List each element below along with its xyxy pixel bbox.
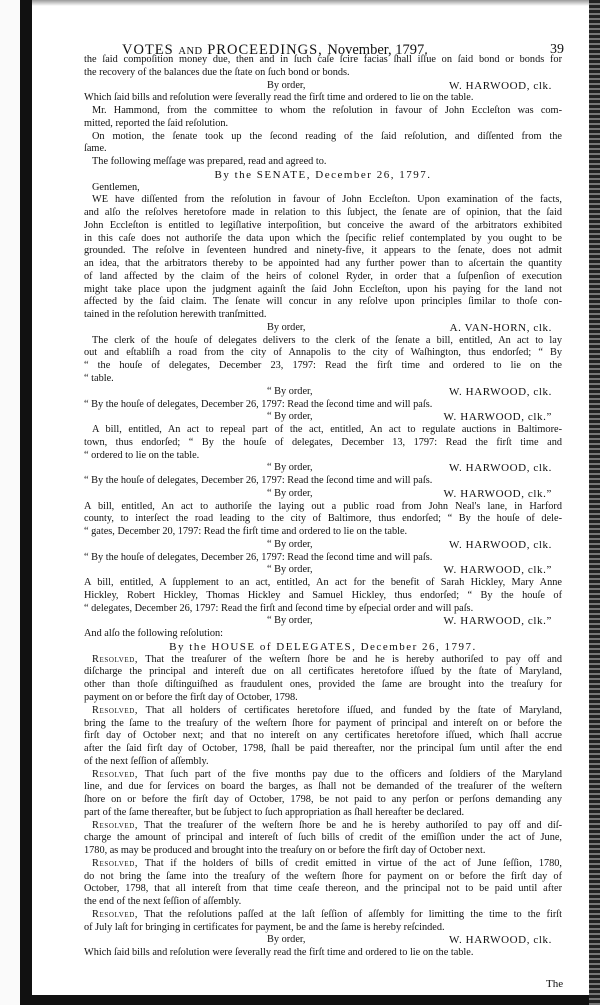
text-line	[84, 220, 562, 232]
clerk-signature: W. HARWOOD, clk.”	[443, 615, 552, 628]
text-line	[92, 194, 562, 206]
text-line	[84, 450, 562, 462]
section-heading	[84, 641, 562, 653]
text-line	[92, 909, 562, 921]
text-line	[92, 156, 562, 168]
text-line	[84, 207, 562, 219]
text-line	[84, 896, 562, 908]
text-line	[84, 296, 562, 308]
text-line	[92, 654, 562, 666]
text-line	[84, 526, 562, 538]
line-text: of land affected by the claim of the heirs of colonel Ryder, in order that a ſuſpenſion of execution	[84, 270, 562, 282]
line-text: That the treaſurer of the weſtern ſhore be and he is hereby authoriſed to pay off and diſ-	[138, 819, 562, 831]
by-order-label: “ By order,	[267, 538, 313, 550]
line-text: bring the ſame to the treaſury of the weſtern ſhore for payment of principal and intereſt on or before the	[84, 717, 562, 729]
resolved-label: Resolved,	[92, 819, 139, 831]
text-line	[84, 832, 562, 844]
text-line	[84, 718, 562, 730]
line-text: “ delegates, December 26, 1797: Read the firſt and ſecond time by eſpecial order and will paſs.	[84, 602, 474, 614]
text-line	[84, 118, 562, 130]
document-page	[32, 6, 589, 995]
line-text: the recovery of the balances due the ſtate on ſuch bond or bonds.	[84, 66, 350, 78]
text-line	[84, 501, 562, 513]
line-text: the ſaid compoſition money due, then and in ſuch caſe ſcire facias ſhall iſſue on ſaid bond or bonds for	[84, 54, 562, 65]
text-line	[84, 577, 562, 589]
line-text: “ By the houſe of delegates, December 26, 1797: Read the ſecond time and will paſs.	[84, 551, 433, 563]
line-text: By the SENATE, December 26, 1797.	[214, 168, 432, 181]
text-line	[84, 871, 562, 883]
line-text: mitted, reported the ſaid reſolution.	[84, 117, 229, 129]
header-votes: VOTES	[122, 42, 174, 58]
line-text: Which ſaid bills and reſolution were ſeverally read the firſt time and ordered to lie on the table.	[84, 92, 474, 104]
line-text: By the HOUSE of DELEGATES, December 26, 1797.	[169, 640, 477, 653]
page-number: 39	[550, 42, 564, 57]
line-text: firſt day of October next; and that no intereſt on any certificates heretofore iſſued, which ſhall accrue	[84, 730, 562, 742]
by-order-label: “ By order,	[267, 487, 313, 499]
clerk-signature: W. HARWOOD, clk.	[449, 462, 552, 475]
catchword: The	[546, 978, 564, 990]
text-line	[84, 92, 562, 104]
by-order-label: “ By order,	[267, 385, 313, 397]
line-text: The clerk of the houſe of delegates delivers to the clerk of the ſenate a bill, entitled, An act to lay	[92, 334, 562, 346]
header-and: AND	[178, 46, 203, 57]
resolved-label: Resolved,	[92, 857, 139, 869]
book-binding-gutter	[20, 0, 32, 1005]
text-line	[84, 437, 562, 449]
line-text: ſhore on or before the firſt day of October, 1798, be not paid to any perſon or perſons demanding any	[84, 794, 562, 806]
by-order-label: “ By order,	[267, 615, 313, 627]
line-text: affected by the ſaid claim. The ſenate will concur in any reſolve upon principles ſimilar to thoſe con-	[84, 296, 562, 308]
line-text: A bill, entitled, A ſupplement to an act, entitled, An act for the benefit of Sarah Hickley, Mary Anne	[84, 577, 562, 589]
line-text: of the next ſeſſion of aſſembly.	[84, 755, 209, 767]
text-line	[84, 552, 562, 564]
line-text: tained in the reſolution herewith tranſmitted.	[84, 309, 267, 321]
by-order-label: By order,	[267, 321, 306, 333]
line-text: might take place upon the judgment againſt the ſaid John Eccleſton, upon his paying for the land not	[84, 283, 562, 295]
line-text: “ gates, December 20, 1797: Read the firſt time and ordered to lie on the table.	[84, 526, 408, 538]
text-line	[84, 271, 562, 283]
line-text: in this caſe does not authoriſe the data upon which the ſpecific relief contemplated by you ought to be	[84, 232, 562, 244]
line-text: That the reſolutions paſſed at the laſt ſeſſion of aſſembly for limitting the time to the firſt	[138, 908, 562, 920]
text-line	[84, 360, 562, 372]
text-line	[84, 590, 562, 602]
line-text: A bill, entitled, An act to repeal part of the act, entitled, An act to regulate auctions in Baltimore-	[92, 424, 562, 436]
by-order-label: By order,	[267, 79, 306, 91]
line-text: That if the holders of bills of credit emitted in virtue of the act of June ſeſſion, 1780,	[138, 857, 562, 869]
text-line	[92, 858, 562, 870]
line-text: The following meſſage was prepared, read and agreed to.	[92, 156, 327, 168]
text-line	[92, 820, 562, 832]
text-line	[92, 182, 562, 194]
text-line	[92, 131, 562, 143]
line-text: and alſo the reſolves heretofore made in relation to this ſubject, the ſenate are of opinion, that the ſaid	[84, 207, 562, 219]
line-text: an idea, that the arbitrators thereby to be appointed had any further power than to aſcertain the quantity	[84, 258, 562, 270]
clerk-signature: W. HARWOOD, clk.”	[443, 564, 552, 577]
line-text: Hickley, Robert Hickley, Thomas Hickley and Samuel Hickley, thus endorſed; “ By the houſe of	[84, 589, 562, 601]
text-line	[84, 233, 562, 245]
line-text: “ the houſe of delegates, December 23, 1797: Read the firſt time and ordered to lie on the	[84, 360, 562, 372]
line-text: “ By the houſe of delegates, December 26, 1797: Read the ſecond time and will paſs.	[84, 475, 433, 487]
text-line	[84, 373, 562, 385]
by-order-label: By order,	[267, 934, 306, 946]
text-line	[92, 769, 562, 781]
clerk-signature: W. HARWOOD, clk.	[449, 79, 552, 92]
clerk-signature: A. VAN-HORN, clk.	[449, 321, 552, 334]
text-line	[84, 67, 562, 79]
text-line	[84, 679, 562, 691]
line-text: That the treaſurer of the weſtern ſhore be and he is hereby authoriſed to pay off and	[138, 653, 562, 665]
clerk-signature: W. HARWOOD, clk.	[449, 538, 552, 551]
text-line	[84, 309, 562, 321]
clerk-signature: W. HARWOOD, clk.”	[443, 411, 552, 424]
line-text: out and eſtabliſh a road from the city of Annapolis to the city of Waſhington, thus endorſed; “ By	[84, 347, 562, 359]
section-heading	[84, 169, 562, 181]
resolved-label: Resolved,	[92, 768, 139, 780]
line-text: after the ſaid firſt day of October, 1798, ſhall be paid thereafter, nor the principal ſum until after the end	[84, 743, 562, 755]
line-text: October, 1798, that all intereſt from that time ceaſe thereon, and the principal not to be paid until after	[84, 883, 562, 895]
line-text: “ table.	[84, 373, 114, 384]
text-line	[84, 603, 562, 615]
line-text: diſcharge the principal and intereſt due on all certificates heretofore iſſued by the ſtate of Maryland,	[84, 666, 562, 678]
text-line	[84, 947, 562, 959]
line-text: do not bring the ſame into the treaſury of the weſtern ſhore for payment on or before the firſt day of	[84, 870, 562, 882]
line-text: Gentlemen,	[92, 181, 140, 193]
line-text: And alſo the following reſolution:	[84, 628, 223, 640]
text-line	[92, 105, 562, 117]
line-text: WE have diſſented from the reſolution in favour of John Eccleſton. Upon examination of the facts,	[92, 194, 562, 206]
text-line	[84, 845, 562, 857]
line-text: line, and due for ſervices on board the barges, as ſhall not be demanded of the treaſurer of the weſtern	[84, 781, 562, 793]
resolved-label: Resolved,	[92, 653, 139, 665]
line-text: “ ordered to lie on the table.	[84, 449, 200, 461]
text-line	[92, 705, 562, 717]
text-line	[92, 424, 562, 436]
by-order-label: “ By order,	[267, 411, 313, 423]
text-line	[84, 883, 562, 895]
text-line	[84, 258, 562, 270]
text-line	[84, 730, 562, 742]
line-text: 1780, as may be produced and brought into the treaſury on or before the firſt day of October next.	[84, 845, 486, 857]
text-line	[84, 54, 562, 66]
line-text: county, to interſect the road leading to the city of Baltimore, thus endorſed; “ By the houſe of dele-	[84, 513, 562, 525]
text-line	[84, 922, 562, 934]
text-line	[84, 475, 562, 487]
header-date: November, 1797.	[327, 42, 428, 58]
text-line	[84, 692, 562, 704]
line-text: payment on or before the firſt day of October, 1798.	[84, 692, 298, 703]
text-line	[84, 743, 562, 755]
line-text: “ By the houſe of delegates, December 26, 1797: Read the ſecond time and will paſs.	[84, 398, 433, 410]
page-edge-bottom	[32, 995, 589, 1005]
text-line	[84, 347, 562, 359]
by-order-label: “ By order,	[267, 462, 313, 474]
text-line	[84, 666, 562, 678]
line-text: charge the amount of principal and intereſt of ſuch bills of credit of the emiſſion under the act of June,	[84, 832, 562, 844]
line-text: On motion, the ſenate took up the ſecond reading of the ſaid reſolution, and diſſented from the	[92, 130, 562, 142]
text-line	[84, 628, 562, 640]
line-text: Mr. Hammond, from the committee to whom the reſolution in favour of John Eccleſton was com-	[92, 105, 562, 117]
line-text: That all holders of certificates heretofore iſſued, and funded by the ſtate of Maryland,	[138, 704, 562, 716]
clerk-signature: W. HARWOOD, clk.	[449, 934, 552, 947]
line-text: ſame.	[84, 143, 107, 155]
previous-page-edge	[0, 0, 20, 1005]
text-line	[84, 143, 562, 155]
by-order-label: “ By order,	[267, 564, 313, 576]
line-text: A bill, entitled, An act to authoriſe the laying out a public road from John Neal's lane, in Harford	[84, 500, 562, 512]
line-text: of July laſt for bringing in certificates for payment, be and the ſame is hereby reſcinded.	[84, 921, 445, 933]
line-text: town, thus endorſed; “ By the houſe of delegates, December 13, 1797: Read the firſt time and	[84, 436, 562, 448]
line-text: That ſuch part of the five months pay due to the officers and ſoldiers of the Maryland	[138, 768, 562, 780]
clerk-signature: W. HARWOOD, clk.”	[443, 487, 552, 500]
text-line	[84, 399, 562, 411]
text-line	[84, 756, 562, 768]
page-edge-right	[589, 0, 600, 1005]
line-text: part of the ſame thereafter, but be ſubject to ſuch appropriation as ſhall hereafter be declared.	[84, 806, 465, 818]
line-text: other than thoſe diſtinguiſhed as fraudulent ones, provided the ſame are brought into the treaſury for	[84, 679, 562, 691]
line-text: the end of the next ſeſſion of aſſembly.	[84, 896, 242, 908]
text-line	[84, 781, 562, 793]
text-line	[84, 513, 562, 525]
text-line	[84, 807, 562, 819]
header-proceedings: PROCEEDINGS,	[207, 42, 323, 58]
text-line	[84, 245, 562, 257]
resolved-label: Resolved,	[92, 704, 139, 716]
line-text: John Eccleſton is entitled to legiſlative interpoſition, but conceive the award of the arbitrators exhibited	[84, 219, 562, 231]
text-line	[84, 284, 562, 296]
text-line	[92, 335, 562, 347]
line-text: grounded. The reſolve in ſeventeen hundred and ninety-five, it appears to the ſenate, does not admit	[84, 245, 562, 257]
clerk-signature: W. HARWOOD, clk.	[449, 385, 552, 398]
resolved-label: Resolved,	[92, 908, 139, 920]
text-line	[84, 794, 562, 806]
line-text: Which ſaid bills and reſolution were ſeverally read the firſt time and ordered to lie on the table.	[84, 947, 474, 959]
